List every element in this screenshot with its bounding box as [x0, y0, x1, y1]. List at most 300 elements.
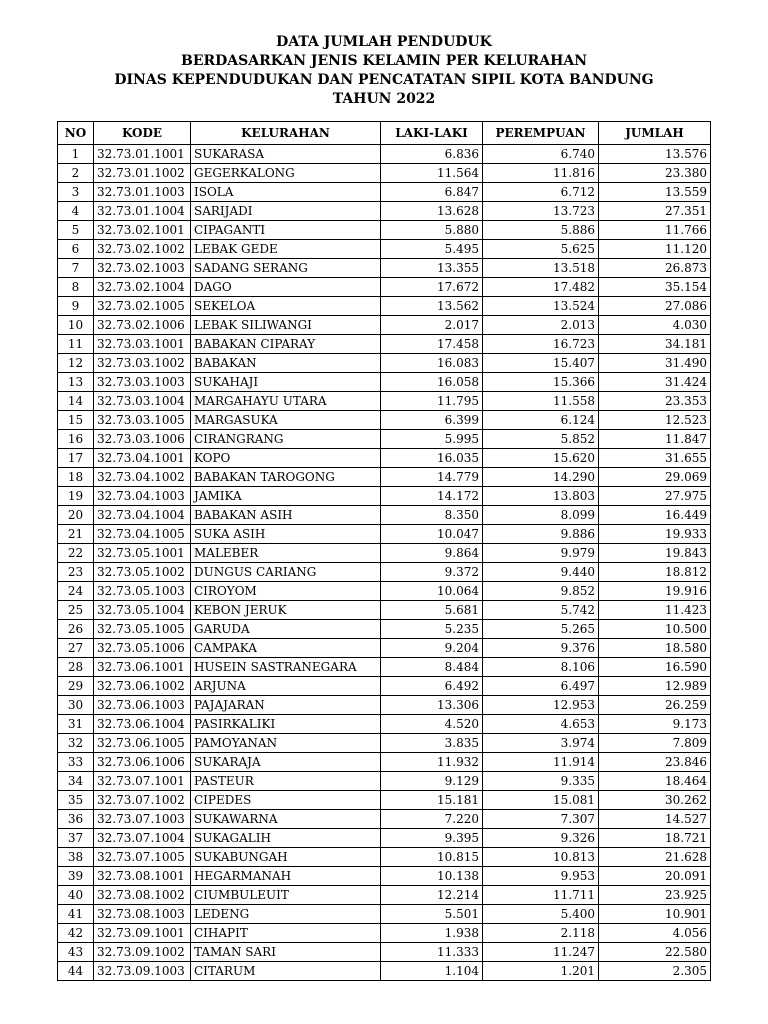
- cell-perempuan: 11.816: [483, 164, 599, 183]
- cell-perempuan: 12.953: [483, 696, 599, 715]
- cell-perempuan: 15.407: [483, 354, 599, 373]
- cell-jumlah: 23.925: [599, 886, 711, 905]
- cell-kode: 32.73.02.1004: [94, 278, 191, 297]
- cell-kelurahan: BABAKAN CIPARAY: [191, 335, 381, 354]
- cell-jumlah: 4.056: [599, 924, 711, 943]
- cell-jumlah: 18.812: [599, 563, 711, 582]
- cell-kelurahan: LEBAK SILIWANGI: [191, 316, 381, 335]
- title-line-2: BERDASARKAN JENIS KELAMIN PER KELURAHAN: [181, 53, 587, 69]
- cell-laki-laki: 3.835: [381, 734, 483, 753]
- cell-no: 15: [58, 411, 94, 430]
- cell-no: 29: [58, 677, 94, 696]
- cell-kelurahan: SUKAHAJI: [191, 373, 381, 392]
- cell-kode: 32.73.03.1006: [94, 430, 191, 449]
- cell-perempuan: 13.803: [483, 487, 599, 506]
- cell-laki-laki: 1.104: [381, 962, 483, 981]
- cell-kelurahan: SUKABUNGAH: [191, 848, 381, 867]
- cell-kode: 32.73.03.1001: [94, 335, 191, 354]
- cell-kelurahan: PAJAJARAN: [191, 696, 381, 715]
- cell-kode: 32.73.05.1002: [94, 563, 191, 582]
- cell-kode: 32.73.06.1002: [94, 677, 191, 696]
- cell-kode: 32.73.05.1001: [94, 544, 191, 563]
- table-row: [58, 297, 711, 316]
- cell-laki-laki: 5.681: [381, 601, 483, 620]
- cell-kode: 32.73.06.1006: [94, 753, 191, 772]
- cell-laki-laki: 8.350: [381, 506, 483, 525]
- cell-laki-laki: 6.399: [381, 411, 483, 430]
- cell-kelurahan: GEGERKALONG: [191, 164, 381, 183]
- table-row: [58, 696, 711, 715]
- cell-jumlah: 10.901: [599, 905, 711, 924]
- cell-perempuan: 13.518: [483, 259, 599, 278]
- cell-kelurahan: GARUDA: [191, 620, 381, 639]
- cell-kelurahan: BABAKAN TAROGONG: [191, 468, 381, 487]
- cell-laki-laki: 10.047: [381, 525, 483, 544]
- cell-jumlah: 20.091: [599, 867, 711, 886]
- cell-jumlah: 13.559: [599, 183, 711, 202]
- cell-laki-laki: 9.204: [381, 639, 483, 658]
- cell-kode: 32.73.06.1003: [94, 696, 191, 715]
- cell-laki-laki: 12.214: [381, 886, 483, 905]
- cell-kode: 32.73.05.1004: [94, 601, 191, 620]
- cell-laki-laki: 14.779: [381, 468, 483, 487]
- cell-kode: 32.73.03.1003: [94, 373, 191, 392]
- cell-laki-laki: 16.035: [381, 449, 483, 468]
- cell-jumlah: 29.069: [599, 468, 711, 487]
- table-row: [58, 620, 711, 639]
- cell-kode: 32.73.07.1002: [94, 791, 191, 810]
- cell-kelurahan: SUKARASA: [191, 145, 381, 164]
- cell-kelurahan: TAMAN SARI: [191, 943, 381, 962]
- cell-no: 5: [58, 221, 94, 240]
- table-row: [58, 468, 711, 487]
- cell-kode: 32.73.05.1003: [94, 582, 191, 601]
- cell-no: 36: [58, 810, 94, 829]
- cell-laki-laki: 17.458: [381, 335, 483, 354]
- cell-laki-laki: 11.795: [381, 392, 483, 411]
- cell-perempuan: 11.914: [483, 753, 599, 772]
- cell-perempuan: 3.974: [483, 734, 599, 753]
- cell-no: 20: [58, 506, 94, 525]
- cell-laki-laki: 10.815: [381, 848, 483, 867]
- cell-kelurahan: PAMOYANAN: [191, 734, 381, 753]
- table-row: [58, 924, 711, 943]
- cell-no: 43: [58, 943, 94, 962]
- cell-kelurahan: JAMIKA: [191, 487, 381, 506]
- cell-perempuan: 5.852: [483, 430, 599, 449]
- cell-jumlah: 13.576: [599, 145, 711, 164]
- cell-no: 16: [58, 430, 94, 449]
- cell-perempuan: 9.886: [483, 525, 599, 544]
- cell-jumlah: 11.423: [599, 601, 711, 620]
- cell-kelurahan: SADANG SERANG: [191, 259, 381, 278]
- cell-kelurahan: HEGARMANAH: [191, 867, 381, 886]
- table-row: [58, 544, 711, 563]
- cell-kelurahan: DUNGUS CARIANG: [191, 563, 381, 582]
- cell-kode: 32.73.02.1003: [94, 259, 191, 278]
- cell-kode: 32.73.01.1003: [94, 183, 191, 202]
- table-row: [58, 677, 711, 696]
- cell-kelurahan: KOPO: [191, 449, 381, 468]
- cell-no: 3: [58, 183, 94, 202]
- cell-laki-laki: 11.932: [381, 753, 483, 772]
- cell-kode: 32.73.08.1003: [94, 905, 191, 924]
- table-row: [58, 810, 711, 829]
- cell-no: 34: [58, 772, 94, 791]
- cell-no: 21: [58, 525, 94, 544]
- table-row: [58, 392, 711, 411]
- cell-kode: 32.73.03.1004: [94, 392, 191, 411]
- table-row: [58, 867, 711, 886]
- cell-kode: 32.73.07.1003: [94, 810, 191, 829]
- cell-no: 37: [58, 829, 94, 848]
- cell-kelurahan: ARJUNA: [191, 677, 381, 696]
- cell-jumlah: 18.464: [599, 772, 711, 791]
- document-title: [0, 33, 768, 109]
- cell-jumlah: 35.154: [599, 278, 711, 297]
- table-row: [58, 563, 711, 582]
- cell-kode: 32.73.05.1006: [94, 639, 191, 658]
- cell-kelurahan: BABAKAN: [191, 354, 381, 373]
- cell-jumlah: 11.120: [599, 240, 711, 259]
- cell-perempuan: 11.711: [483, 886, 599, 905]
- cell-perempuan: 6.124: [483, 411, 599, 430]
- cell-laki-laki: 11.564: [381, 164, 483, 183]
- cell-perempuan: 9.953: [483, 867, 599, 886]
- cell-kode: 32.73.02.1006: [94, 316, 191, 335]
- cell-laki-laki: 13.355: [381, 259, 483, 278]
- cell-perempuan: 1.201: [483, 962, 599, 981]
- cell-no: 31: [58, 715, 94, 734]
- cell-jumlah: 7.809: [599, 734, 711, 753]
- table-row: [58, 905, 711, 924]
- cell-perempuan: 9.335: [483, 772, 599, 791]
- cell-kode: 32.73.02.1001: [94, 221, 191, 240]
- cell-no: 23: [58, 563, 94, 582]
- cell-laki-laki: 5.880: [381, 221, 483, 240]
- cell-no: 6: [58, 240, 94, 259]
- cell-kelurahan: SUKA ASIH: [191, 525, 381, 544]
- cell-laki-laki: 9.372: [381, 563, 483, 582]
- cell-perempuan: 5.265: [483, 620, 599, 639]
- table-header-row: [58, 122, 711, 145]
- title-line-1: DATA JUMLAH PENDUDUK: [276, 34, 492, 50]
- cell-no: 7: [58, 259, 94, 278]
- table-row: [58, 715, 711, 734]
- population-table: [57, 121, 711, 981]
- cell-kode: 32.73.07.1005: [94, 848, 191, 867]
- cell-no: 30: [58, 696, 94, 715]
- cell-no: 2: [58, 164, 94, 183]
- cell-no: 13: [58, 373, 94, 392]
- table-row: [58, 506, 711, 525]
- cell-perempuan: 6.497: [483, 677, 599, 696]
- cell-laki-laki: 2.017: [381, 316, 483, 335]
- cell-no: 40: [58, 886, 94, 905]
- cell-laki-laki: 10.064: [381, 582, 483, 601]
- cell-perempuan: 9.440: [483, 563, 599, 582]
- cell-laki-laki: 5.995: [381, 430, 483, 449]
- cell-kelurahan: LEBAK GEDE: [191, 240, 381, 259]
- cell-perempuan: 6.712: [483, 183, 599, 202]
- cell-no: 14: [58, 392, 94, 411]
- cell-perempuan: 5.625: [483, 240, 599, 259]
- cell-jumlah: 9.173: [599, 715, 711, 734]
- cell-laki-laki: 8.484: [381, 658, 483, 677]
- cell-jumlah: 23.380: [599, 164, 711, 183]
- cell-perempuan: 7.307: [483, 810, 599, 829]
- table-row: [58, 183, 711, 202]
- cell-laki-laki: 17.672: [381, 278, 483, 297]
- cell-kode: 32.73.04.1001: [94, 449, 191, 468]
- header-perempuan: PEREMPUAN: [483, 122, 599, 145]
- table-row: [58, 962, 711, 981]
- cell-perempuan: 15.081: [483, 791, 599, 810]
- cell-no: 4: [58, 202, 94, 221]
- cell-jumlah: 18.580: [599, 639, 711, 658]
- cell-no: 10: [58, 316, 94, 335]
- cell-kode: 32.73.01.1004: [94, 202, 191, 221]
- cell-laki-laki: 6.847: [381, 183, 483, 202]
- cell-laki-laki: 14.172: [381, 487, 483, 506]
- cell-kode: 32.73.01.1001: [94, 145, 191, 164]
- cell-kelurahan: SUKAWARNA: [191, 810, 381, 829]
- cell-no: 27: [58, 639, 94, 658]
- cell-perempuan: 9.376: [483, 639, 599, 658]
- cell-laki-laki: 6.836: [381, 145, 483, 164]
- cell-perempuan: 5.742: [483, 601, 599, 620]
- cell-laki-laki: 5.235: [381, 620, 483, 639]
- cell-no: 17: [58, 449, 94, 468]
- cell-laki-laki: 11.333: [381, 943, 483, 962]
- cell-kode: 32.73.08.1002: [94, 886, 191, 905]
- cell-jumlah: 11.766: [599, 221, 711, 240]
- cell-no: 22: [58, 544, 94, 563]
- cell-kode: 32.73.04.1003: [94, 487, 191, 506]
- table-row: [58, 525, 711, 544]
- cell-jumlah: 19.843: [599, 544, 711, 563]
- cell-kelurahan: HUSEIN SASTRANEGARA: [191, 658, 381, 677]
- table-row: [58, 658, 711, 677]
- table-row: [58, 278, 711, 297]
- cell-kelurahan: LEDENG: [191, 905, 381, 924]
- cell-laki-laki: 1.938: [381, 924, 483, 943]
- cell-jumlah: 27.975: [599, 487, 711, 506]
- cell-kode: 32.73.02.1002: [94, 240, 191, 259]
- cell-kode: 32.73.07.1001: [94, 772, 191, 791]
- cell-kelurahan: CIRANGRANG: [191, 430, 381, 449]
- cell-jumlah: 18.721: [599, 829, 711, 848]
- table-row: [58, 829, 711, 848]
- cell-no: 26: [58, 620, 94, 639]
- table-row: [58, 772, 711, 791]
- cell-laki-laki: 4.520: [381, 715, 483, 734]
- title-line-3: DINAS KEPENDUDUKAN DAN PENCATATAN SIPIL KOTA BANDUNG: [114, 72, 654, 88]
- cell-kelurahan: SUKARAJA: [191, 753, 381, 772]
- table-row: [58, 886, 711, 905]
- cell-kelurahan: PASTEUR: [191, 772, 381, 791]
- cell-laki-laki: 5.495: [381, 240, 483, 259]
- cell-perempuan: 14.290: [483, 468, 599, 487]
- cell-no: 11: [58, 335, 94, 354]
- cell-perempuan: 9.979: [483, 544, 599, 563]
- cell-kelurahan: CIROYOM: [191, 582, 381, 601]
- cell-perempuan: 11.247: [483, 943, 599, 962]
- cell-laki-laki: 13.628: [381, 202, 483, 221]
- cell-laki-laki: 10.138: [381, 867, 483, 886]
- cell-perempuan: 15.366: [483, 373, 599, 392]
- cell-laki-laki: 5.501: [381, 905, 483, 924]
- cell-no: 12: [58, 354, 94, 373]
- cell-perempuan: 6.740: [483, 145, 599, 164]
- cell-kode: 32.73.04.1005: [94, 525, 191, 544]
- table-row: [58, 373, 711, 392]
- cell-kelurahan: MARGASUKA: [191, 411, 381, 430]
- cell-kelurahan: CIUMBULEUIT: [191, 886, 381, 905]
- cell-kode: 32.73.07.1004: [94, 829, 191, 848]
- cell-jumlah: 23.846: [599, 753, 711, 772]
- cell-kelurahan: BABAKAN ASIH: [191, 506, 381, 525]
- cell-kelurahan: CAMPAKA: [191, 639, 381, 658]
- cell-no: 1: [58, 145, 94, 164]
- cell-laki-laki: 9.864: [381, 544, 483, 563]
- cell-kode: 32.73.05.1005: [94, 620, 191, 639]
- cell-no: 19: [58, 487, 94, 506]
- cell-kelurahan: KEBON JERUK: [191, 601, 381, 620]
- cell-no: 28: [58, 658, 94, 677]
- cell-perempuan: 13.524: [483, 297, 599, 316]
- cell-jumlah: 19.916: [599, 582, 711, 601]
- cell-no: 44: [58, 962, 94, 981]
- table-row: [58, 449, 711, 468]
- table-row: [58, 145, 711, 164]
- cell-jumlah: 30.262: [599, 791, 711, 810]
- table-row: [58, 259, 711, 278]
- cell-jumlah: 10.500: [599, 620, 711, 639]
- cell-no: 38: [58, 848, 94, 867]
- cell-perempuan: 16.723: [483, 335, 599, 354]
- cell-no: 24: [58, 582, 94, 601]
- cell-kode: 32.73.09.1001: [94, 924, 191, 943]
- cell-kelurahan: DAGO: [191, 278, 381, 297]
- cell-kode: 32.73.04.1004: [94, 506, 191, 525]
- header-laki-laki: LAKI-LAKI: [381, 122, 483, 145]
- cell-laki-laki: 13.306: [381, 696, 483, 715]
- cell-kelurahan: SARIJADI: [191, 202, 381, 221]
- cell-no: 8: [58, 278, 94, 297]
- cell-kode: 32.73.09.1002: [94, 943, 191, 962]
- cell-perempuan: 15.620: [483, 449, 599, 468]
- cell-jumlah: 26.259: [599, 696, 711, 715]
- cell-laki-laki: 16.058: [381, 373, 483, 392]
- cell-kelurahan: CIPAGANTI: [191, 221, 381, 240]
- cell-jumlah: 12.523: [599, 411, 711, 430]
- cell-kelurahan: MALEBER: [191, 544, 381, 563]
- cell-kode: 32.73.04.1002: [94, 468, 191, 487]
- cell-perempuan: 4.653: [483, 715, 599, 734]
- cell-no: 18: [58, 468, 94, 487]
- table-row: [58, 335, 711, 354]
- cell-kelurahan: MARGAHAYU UTARA: [191, 392, 381, 411]
- table-row: [58, 430, 711, 449]
- cell-jumlah: 11.847: [599, 430, 711, 449]
- cell-jumlah: 31.655: [599, 449, 711, 468]
- table-row: [58, 734, 711, 753]
- header-jumlah: JUMLAH: [599, 122, 711, 145]
- cell-perempuan: 13.723: [483, 202, 599, 221]
- cell-perempuan: 17.482: [483, 278, 599, 297]
- cell-kode: 32.73.01.1002: [94, 164, 191, 183]
- cell-perempuan: 8.099: [483, 506, 599, 525]
- cell-jumlah: 21.628: [599, 848, 711, 867]
- cell-perempuan: 10.813: [483, 848, 599, 867]
- cell-no: 32: [58, 734, 94, 753]
- table-row: [58, 791, 711, 810]
- table-row: [58, 354, 711, 373]
- cell-no: 9: [58, 297, 94, 316]
- header-no: NO: [58, 122, 94, 145]
- table-row: [58, 582, 711, 601]
- cell-no: 39: [58, 867, 94, 886]
- cell-kode: 32.73.06.1001: [94, 658, 191, 677]
- cell-perempuan: 5.400: [483, 905, 599, 924]
- cell-no: 33: [58, 753, 94, 772]
- header-kode: KODE: [94, 122, 191, 145]
- table-row: [58, 202, 711, 221]
- cell-laki-laki: 9.129: [381, 772, 483, 791]
- cell-perempuan: 11.558: [483, 392, 599, 411]
- cell-jumlah: 26.873: [599, 259, 711, 278]
- cell-jumlah: 22.580: [599, 943, 711, 962]
- table-row: [58, 639, 711, 658]
- cell-kelurahan: SEKELOA: [191, 297, 381, 316]
- table-row: [58, 221, 711, 240]
- table-row: [58, 487, 711, 506]
- cell-perempuan: 5.886: [483, 221, 599, 240]
- cell-jumlah: 2.305: [599, 962, 711, 981]
- cell-jumlah: 31.490: [599, 354, 711, 373]
- cell-jumlah: 12.989: [599, 677, 711, 696]
- table-row: [58, 316, 711, 335]
- cell-kode: 32.73.06.1004: [94, 715, 191, 734]
- table-row: [58, 753, 711, 772]
- cell-kode: 32.73.06.1005: [94, 734, 191, 753]
- cell-kelurahan: PASIRKALIKI: [191, 715, 381, 734]
- cell-jumlah: 16.590: [599, 658, 711, 677]
- table-row: [58, 411, 711, 430]
- cell-perempuan: 9.852: [483, 582, 599, 601]
- cell-no: 42: [58, 924, 94, 943]
- cell-perempuan: 2.013: [483, 316, 599, 335]
- cell-laki-laki: 15.181: [381, 791, 483, 810]
- cell-jumlah: 34.181: [599, 335, 711, 354]
- table-row: [58, 240, 711, 259]
- table-row: [58, 943, 711, 962]
- header-kelurahan: KELURAHAN: [191, 122, 381, 145]
- cell-laki-laki: 16.083: [381, 354, 483, 373]
- cell-kelurahan: CIHAPIT: [191, 924, 381, 943]
- cell-jumlah: 14.527: [599, 810, 711, 829]
- cell-laki-laki: 7.220: [381, 810, 483, 829]
- cell-laki-laki: 9.395: [381, 829, 483, 848]
- cell-jumlah: 19.933: [599, 525, 711, 544]
- cell-perempuan: 8.106: [483, 658, 599, 677]
- cell-jumlah: 16.449: [599, 506, 711, 525]
- table-row: [58, 601, 711, 620]
- cell-jumlah: 4.030: [599, 316, 711, 335]
- cell-perempuan: 2.118: [483, 924, 599, 943]
- cell-kelurahan: ISOLA: [191, 183, 381, 202]
